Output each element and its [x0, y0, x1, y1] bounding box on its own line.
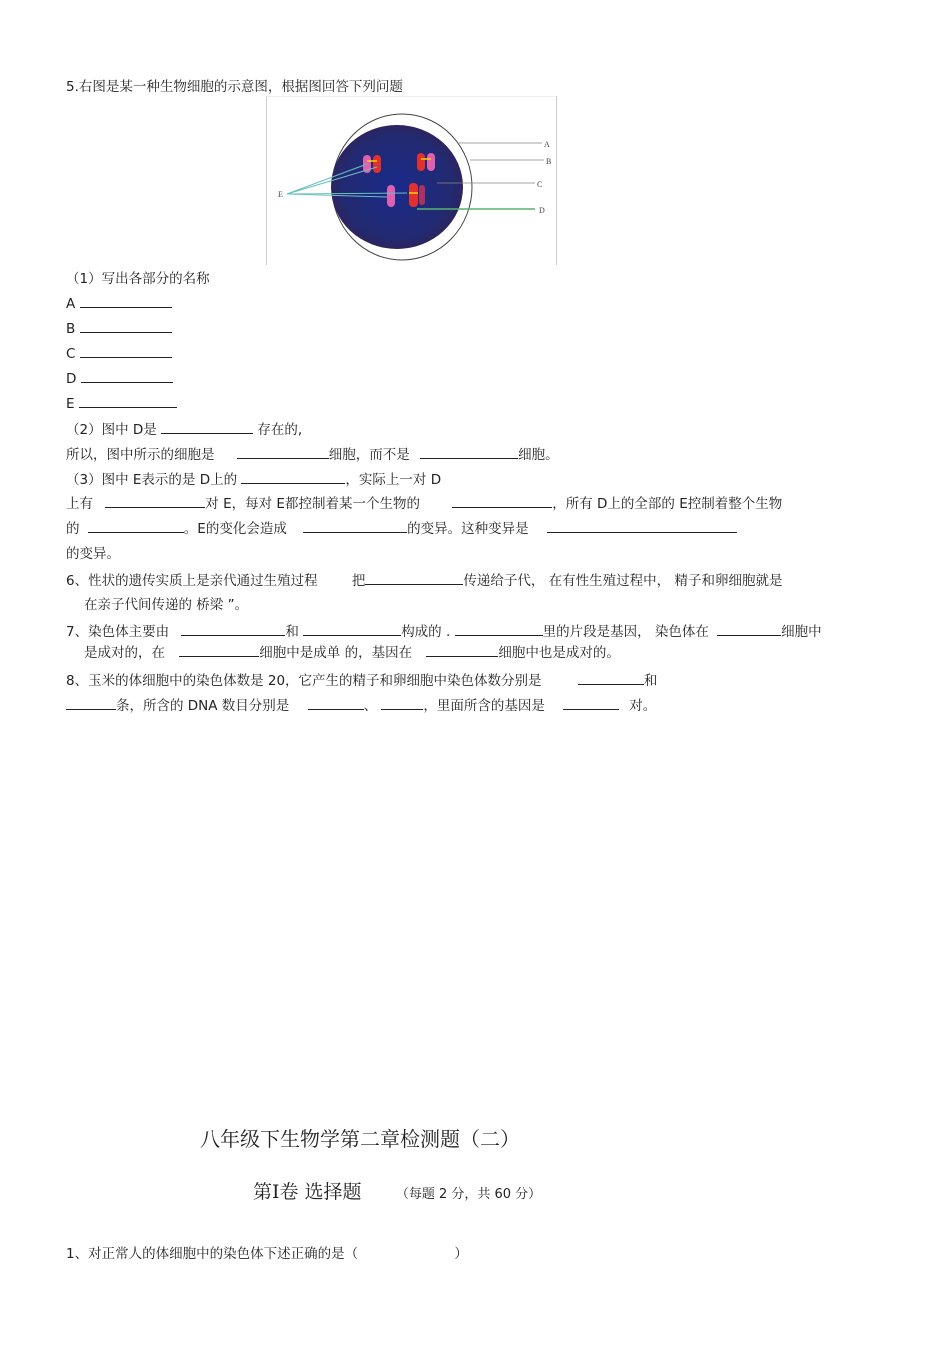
section-subtitle [253, 1177, 541, 1204]
answer-D-blank[interactable] [81, 370, 173, 383]
q5-p3-line2 [66, 492, 782, 512]
q7-text-g: 细胞中是成单 的，基因在 [259, 645, 413, 661]
answer-A-blank[interactable] [80, 295, 172, 308]
q5-p3-text-e: ，所有 D上的全部的 E控制着整个生物 [552, 496, 783, 512]
q7-blank-3[interactable] [455, 623, 543, 636]
section-subtitle-score: （每题 2 分，共 60 分） [395, 1187, 542, 1202]
question-1-close-paren: ） [454, 1246, 468, 1262]
q5-p3-text-c: 上有 [66, 496, 93, 512]
cytoplasm [331, 125, 463, 249]
label-C: C [537, 180, 543, 189]
q6-line1 [66, 569, 782, 589]
q5-p3-blank-2[interactable] [105, 495, 205, 508]
answer-E-label: E [66, 396, 75, 412]
answer-E-blank[interactable] [79, 395, 177, 408]
q5-p3-blank-1[interactable] [241, 471, 345, 484]
q7-blank-5[interactable] [179, 644, 259, 657]
q8-text-d: 、 [363, 698, 378, 714]
q5-p3-blank-4[interactable] [88, 520, 184, 533]
q5-p3-line3 [66, 517, 737, 537]
answer-B-blank[interactable] [80, 320, 172, 333]
q5-p2-text-b: 存在的, [257, 422, 303, 438]
q5-p3-text-a: （3）图中 E表示的是 D上的 [66, 472, 238, 488]
q8-text-a: 8、玉米的体细胞中的染色体数是 20，它产生的精子和卵细胞中染色体数分别是 [66, 673, 542, 689]
question-1-text: 1、对正常人的体细胞中的染色体下述正确的是（ [66, 1246, 359, 1262]
label-D: D [539, 206, 545, 215]
q7-blank-1[interactable] [181, 623, 285, 636]
q8-blank-4[interactable] [381, 697, 423, 710]
answer-C-label: C [66, 346, 76, 362]
q7-text-f: 是成对的，在 [84, 645, 165, 661]
q5-p3-blank-5[interactable] [303, 520, 407, 533]
q5-p2-blank-1[interactable] [161, 421, 253, 434]
q8-text-f: 对。 [629, 698, 657, 714]
answer-A-row [66, 295, 172, 312]
answer-A-label: A [66, 296, 76, 312]
q7-text-b: 和 [285, 624, 299, 640]
q7-text-e: 细胞中 [781, 624, 822, 640]
q7-text-d: 里的片段是基因， 染色体在 [542, 624, 709, 640]
q5-p3-blank-6[interactable] [547, 520, 737, 533]
q7-text-c: 构成的 . [401, 624, 451, 640]
label-E: E [278, 190, 283, 199]
cell-diagram [267, 97, 556, 265]
q5-p2-line1 [66, 418, 302, 438]
q7-text-a: 7、染色体主要由 [66, 624, 170, 640]
q5-p2-text-a: （2）图中 D是 [66, 422, 157, 438]
answer-B-label: B [66, 321, 76, 337]
q6-blank-1[interactable] [365, 572, 463, 585]
q5-p3-text-f: 的 [66, 521, 80, 537]
answer-D-row [66, 370, 173, 387]
q8-blank-5[interactable] [563, 697, 619, 710]
q5-p3-text-h: 的变异。这种变异是 [407, 521, 529, 537]
q8-text-c: 条，所含的 DNA 数目分别是 [116, 698, 290, 714]
question-1 [66, 1242, 468, 1262]
q5-p3-text-g: 。E的变化会造成 [183, 521, 287, 537]
q7-blank-4[interactable] [717, 623, 781, 636]
q5-p3-text-d: 对 E，每对 E都控制着某一个生物的 [205, 496, 420, 512]
answer-C-row [66, 345, 172, 362]
q7-line2 [84, 641, 620, 661]
q5-p2-text-d: 细胞，而不是 [328, 447, 410, 463]
q8-blank-1[interactable] [578, 672, 644, 685]
q7-line1 [66, 620, 822, 640]
q5-p2-line2 [66, 443, 559, 463]
q6-text-c: 传递给子代， 在有性生殖过程中， 精子和卵细胞就是 [463, 573, 783, 589]
section-title: 八年级下生物学第二章检测题（二） [200, 1127, 520, 1151]
answer-E-row [66, 395, 177, 412]
q5-p3-blank-3[interactable] [452, 495, 552, 508]
q6-line2: 在亲子代间传递的 桥梁 ”。 [84, 597, 249, 613]
q5-intro: 5.右图是某一种生物细胞的示意图，根据图回答下列问题 [66, 79, 403, 95]
answer-B-row [66, 320, 172, 337]
cell-diagram-figure [266, 96, 557, 265]
q7-blank-2[interactable] [303, 623, 401, 636]
q8-line1 [66, 669, 657, 689]
q5-p2-text-e: 细胞。 [518, 447, 559, 463]
q8-text-e: ，里面所含的基因是 [423, 698, 545, 714]
q8-blank-3[interactable] [308, 697, 364, 710]
q5-p3-line1 [66, 468, 441, 488]
q5-p2-text-c: 所以，图中所示的细胞是 [66, 447, 215, 463]
label-A: A [544, 140, 550, 149]
label-B: B [546, 157, 552, 166]
q5-p2-blank-2[interactable] [237, 446, 329, 459]
q5-p3-text-b: ，实际上一对 D [345, 472, 442, 488]
q6-text-a: 6、性状的遗传实质上是亲代通过生殖过程 [66, 573, 318, 589]
q8-line2 [66, 694, 656, 714]
answer-D-label: D [66, 371, 77, 387]
q5-p3-line4: 的变异。 [66, 546, 120, 562]
q7-blank-6[interactable] [426, 644, 498, 657]
q5-p1-title: （1）写出各部分的名称 [66, 271, 210, 287]
section-subtitle-main: 第Ⅰ卷 选择题 [253, 1181, 362, 1203]
q5-p2-blank-3[interactable] [420, 446, 518, 459]
q7-text-h: 细胞中也是成对的。 [498, 645, 620, 661]
q8-text-b: 和 [643, 673, 658, 689]
q6-text-b: 把 [351, 573, 366, 589]
answer-C-blank[interactable] [80, 345, 172, 358]
q8-blank-2[interactable] [66, 697, 116, 710]
